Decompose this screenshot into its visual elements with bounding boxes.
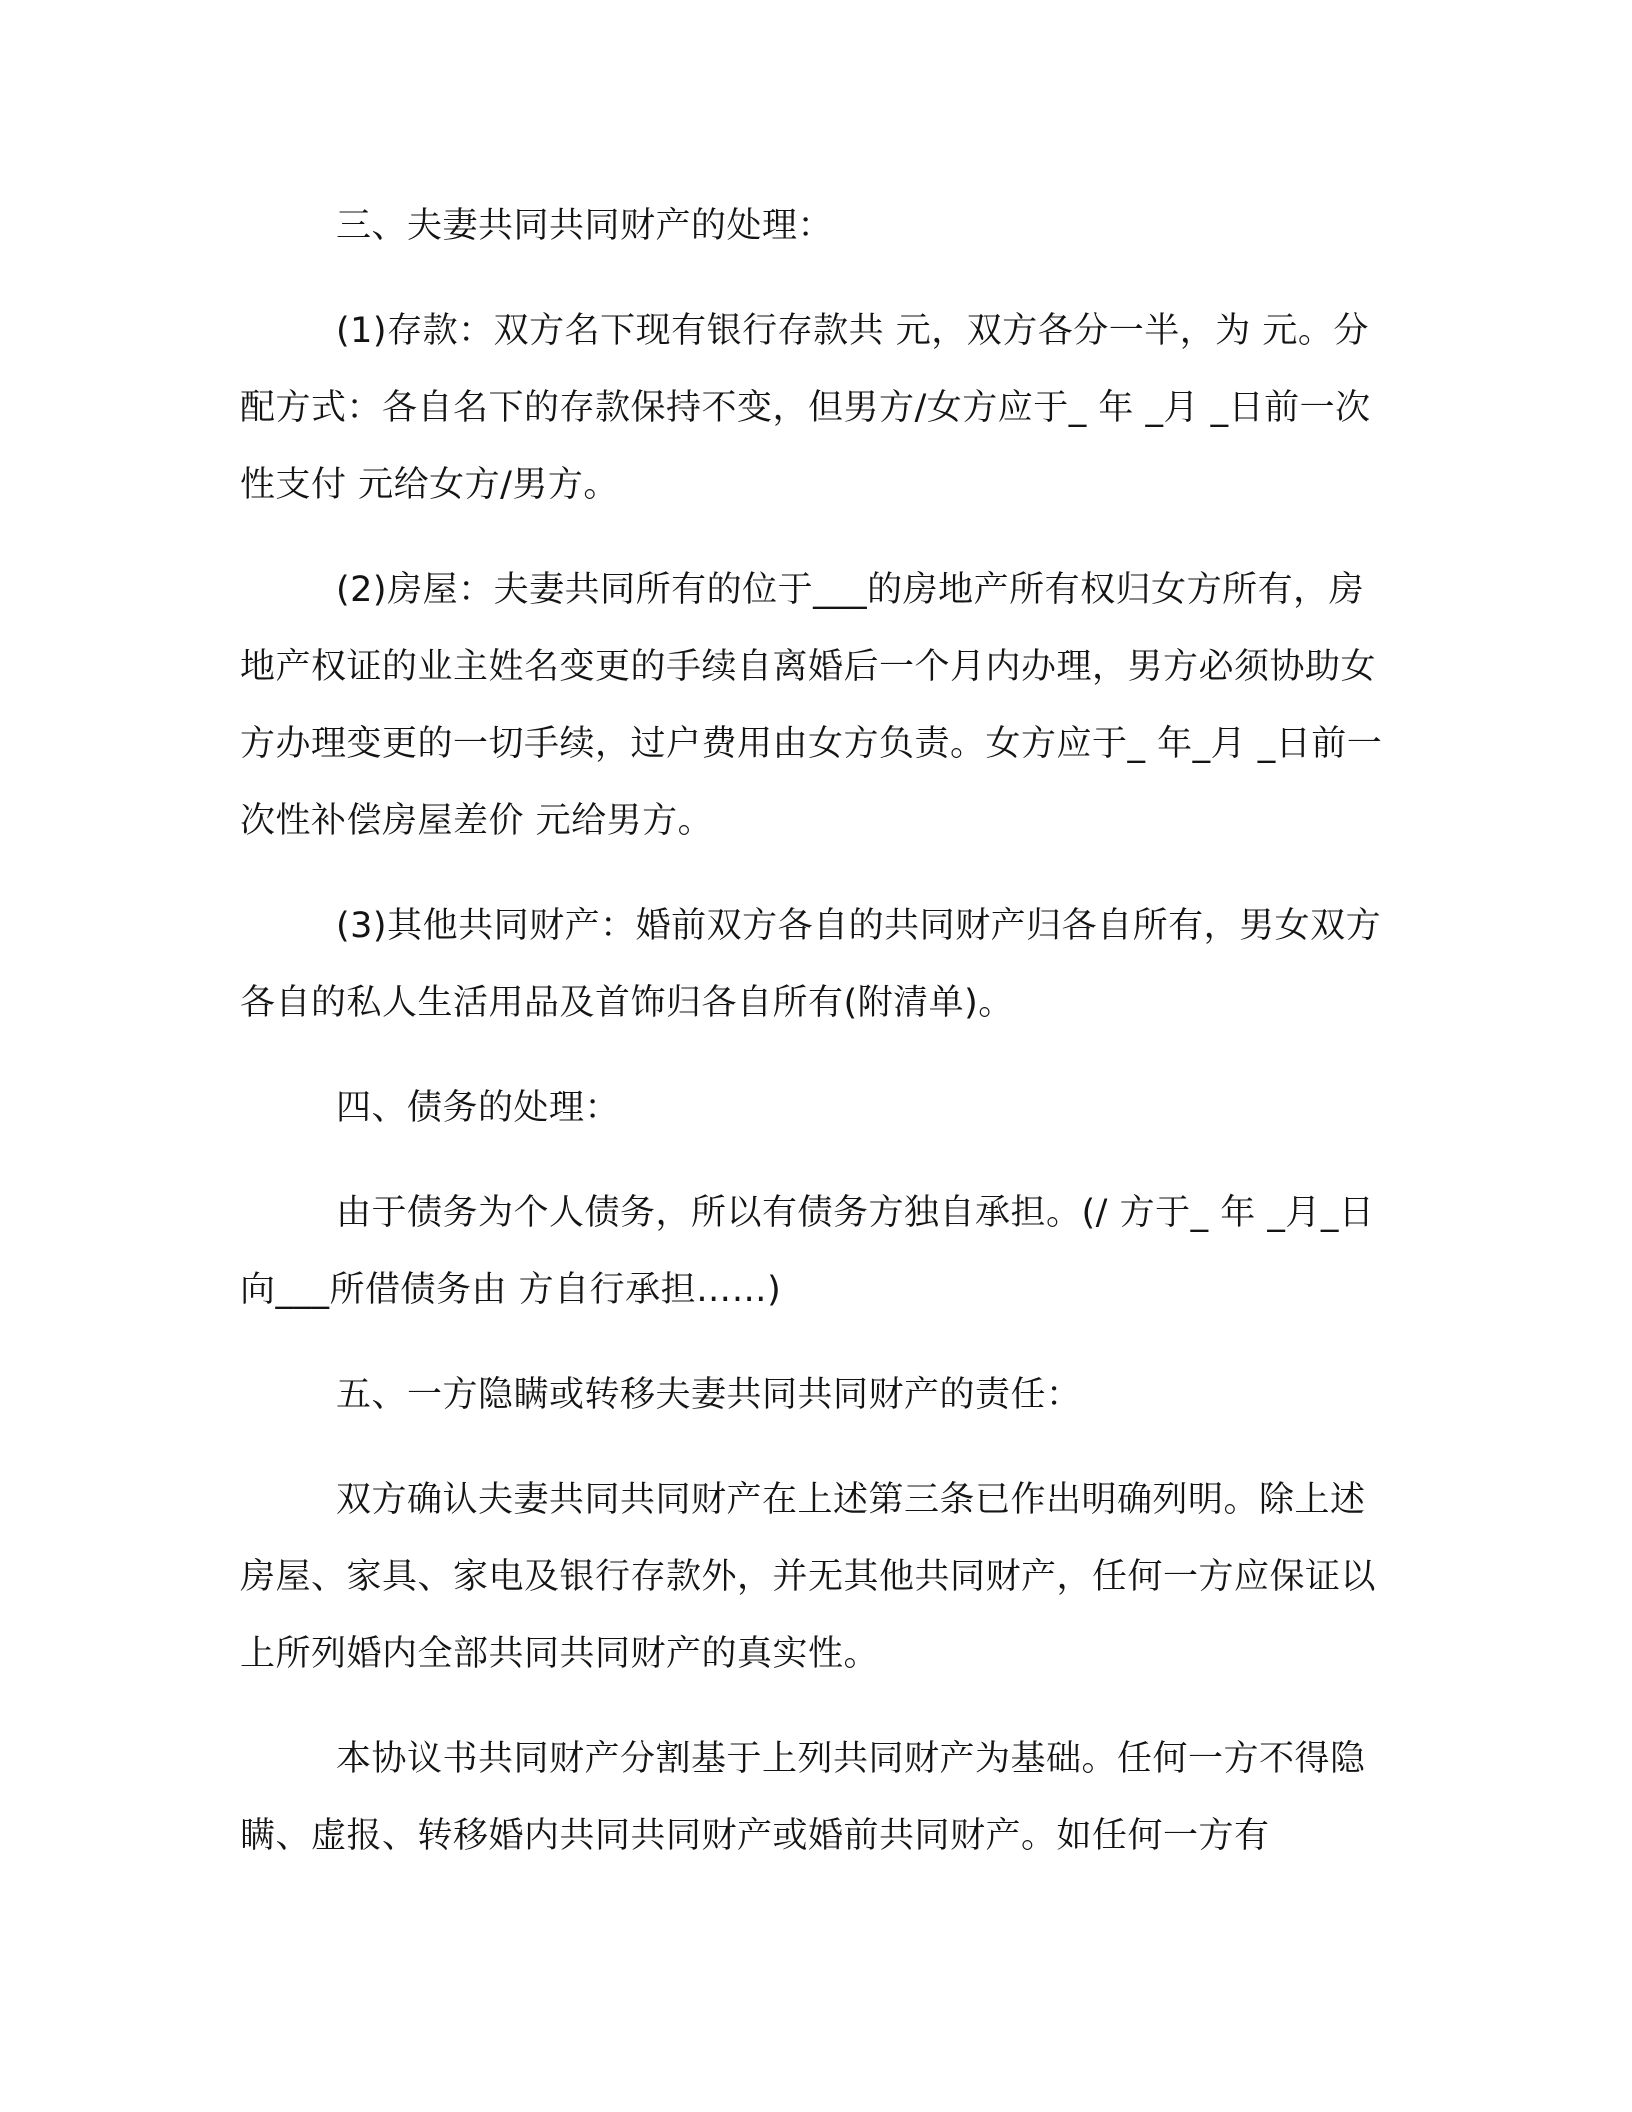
paragraph-other-property: (3)其他共同财产：婚前双方各自的共同财产归各自所有，男女双方各自的私人生活用品及首饰归各自所有(附清单)。 <box>240 906 1382 1023</box>
section-heading-property: 三、夫妻共同共同财产的处理： <box>336 206 834 246</box>
document-body <box>240 188 1390 1903</box>
section-heading-concealment: 五、一方隐瞒或转移夫妻共同共同财产的责任： <box>336 1375 1082 1415</box>
paragraph-housing: (2)房屋：夫妻共同所有的位于___的房地产所有权归女方所有，房地产权证的业主姓名变更的手续自离婚后一个月内办理，男方必须协助女方办理变更的一切手续，过户费用由女方负责。女方应于_ 年_月 _日前一次性补偿房屋差价 元给男方。 <box>240 570 1383 841</box>
section-heading-debts: 四、债务的处理： <box>336 1088 621 1128</box>
paragraph-agreement-basis: 本协议书共同财产分割基于上列共同财产为基础。任何一方不得隐瞒、虚报、转移婚内共同共同财产或婚前共同财产。如任何一方有 <box>240 1739 1366 1856</box>
paragraph-deposits: (1)存款：双方名下现有银行存款共 元，双方各分一半，为 元。分配方式：各自名下的存款保持不变，但男方/女方应于_ 年 _月 _日前一次性支付 元给女方/男方。 <box>240 311 1371 505</box>
paragraph-debts: 由于债务为个人债务，所以有债务方独自承担。(/ 方于_ 年 _月_日向___所借债务由 方自行承担……) <box>240 1193 1375 1310</box>
paragraph-confirmation: 双方确认夫妻共同共同财产在上述第三条已作出明确列明。除上述房屋、家具、家电及银行存款外，并无其他共同财产，任何一方应保证以上所列婚内全部共同共同财产的真实性。 <box>240 1480 1377 1674</box>
